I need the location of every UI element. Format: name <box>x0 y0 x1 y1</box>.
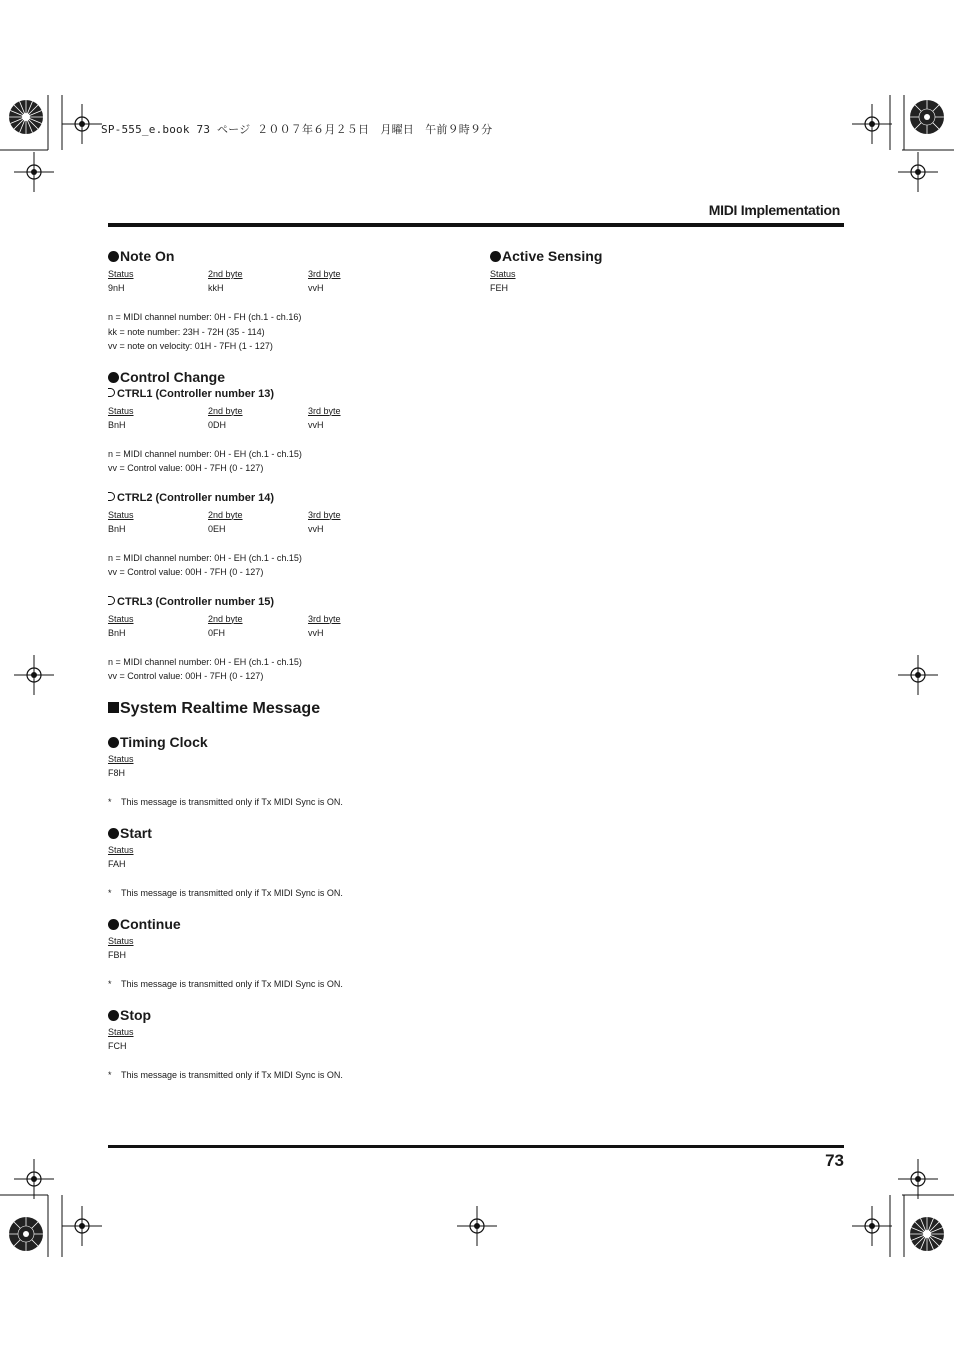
section-heading: Continue <box>108 915 468 933</box>
message-table <box>108 508 468 536</box>
bullet-icon <box>108 828 119 839</box>
table-header: Status <box>108 844 134 855</box>
crosshair-target-icon <box>14 152 54 192</box>
note-on-section <box>108 247 468 354</box>
note-line: n = MIDI channel number: 0H - EH (ch.1 - ch.15) <box>108 552 302 563</box>
footnote: * This message is transmitted only if Tx MIDI Sync is ON. <box>108 978 343 989</box>
table-header: 3rd byte <box>308 405 341 416</box>
subsection-heading: CTRL2 (Controller number 14) <box>108 491 468 505</box>
running-head: MIDI Implementation <box>708 202 840 218</box>
timing-clock-subsection <box>108 733 468 809</box>
table-row <box>108 626 468 640</box>
crosshair-target-icon <box>14 655 54 695</box>
table-cell: vvH <box>308 627 324 638</box>
footnote-mark: * <box>108 1069 112 1080</box>
footnote: * This message is transmitted only if Tx MIDI Sync is ON. <box>108 887 343 898</box>
table-cell: kkH <box>208 283 224 293</box>
crosshair-target-icon <box>852 104 892 144</box>
continue-subsection <box>108 915 468 991</box>
control-change-section <box>108 368 468 684</box>
note-line: vv = Control value: 00H - 7FH (0 - 127) <box>108 671 264 681</box>
bullet-icon <box>108 251 119 262</box>
bullet-icon <box>108 737 119 748</box>
section-heading: Control Change <box>108 368 468 386</box>
crosshair-target-icon <box>898 152 938 192</box>
active-sensing-section <box>490 247 850 295</box>
table-header-row <box>108 612 468 626</box>
bullet-icon <box>108 1010 119 1021</box>
page-number: 73 <box>825 1151 844 1170</box>
table-row <box>108 522 468 536</box>
table-cell: 9nH <box>108 283 125 293</box>
footnote-mark: * <box>108 796 112 807</box>
table-header-row <box>108 404 468 418</box>
crosshair-target-icon <box>62 1206 102 1246</box>
table-cell: vvH <box>308 523 324 534</box>
square-bullet-icon <box>108 702 119 713</box>
table-cell: FEH <box>490 283 508 293</box>
registration-wheel-icon <box>8 99 44 135</box>
table-header: Status <box>108 269 134 279</box>
table-header: Status <box>108 509 134 520</box>
message-table <box>108 612 468 640</box>
table-cell: 0EH <box>208 523 226 534</box>
table-cell: FCH <box>108 1040 127 1051</box>
table-cell: BnH <box>108 523 126 534</box>
bullet-icon <box>490 251 501 262</box>
open-bullet-icon <box>108 388 115 397</box>
table-header: Status <box>108 753 134 764</box>
footnote-mark: * <box>108 978 112 989</box>
note-line: kk = note number: 23H - 72H (35 - 114) <box>108 326 265 337</box>
section-heading: Note On <box>108 247 468 265</box>
table-header: 3rd byte <box>308 269 341 279</box>
table-header: 2nd byte <box>208 405 243 416</box>
start-subsection <box>108 824 468 900</box>
registration-wheel-icon <box>909 99 945 135</box>
table-header: 2nd byte <box>208 269 243 279</box>
footnote-mark: * <box>108 887 112 898</box>
table-header: 3rd byte <box>308 613 341 624</box>
system-realtime-section <box>108 699 468 1082</box>
table-header: Status <box>108 613 134 624</box>
message-table <box>108 843 468 871</box>
open-bullet-icon <box>108 492 115 501</box>
table-cell: F8H <box>108 767 126 778</box>
section-heading: Start <box>108 824 468 842</box>
table-header-row <box>108 508 468 522</box>
note-line: n = MIDI channel number: 0H - FH (ch.1 - ch.16) <box>108 312 302 322</box>
left-column <box>108 247 468 1082</box>
registration-wheel-icon <box>909 1216 945 1252</box>
table-cell: 0DH <box>208 419 227 430</box>
stop-subsection <box>108 1006 468 1082</box>
note-line: n = MIDI channel number: 0H - EH (ch.1 - ch.15) <box>108 448 302 459</box>
table-cell: vvH <box>308 419 324 430</box>
ctrl1-subsection <box>108 387 468 476</box>
message-table <box>490 267 850 295</box>
message-table <box>108 404 468 432</box>
right-column <box>490 247 850 295</box>
subsection-heading: CTRL1 (Controller number 13) <box>108 387 468 401</box>
table-cell: FAH <box>108 858 126 869</box>
crosshair-target-icon <box>898 1159 938 1199</box>
note-line: vv = note on velocity: 01H - 7FH (1 - 127) <box>108 341 273 351</box>
message-table <box>108 267 468 295</box>
bullet-icon <box>108 372 119 383</box>
message-table <box>108 934 468 962</box>
header-rule <box>108 223 844 227</box>
table-cell: vvH <box>308 283 324 293</box>
message-table <box>108 1025 468 1053</box>
crosshair-target-icon <box>457 1206 497 1246</box>
table-header: Status <box>108 1026 134 1037</box>
table-header-row <box>108 267 468 281</box>
note-line: vv = Control value: 00H - 7FH (0 - 127) <box>108 463 264 473</box>
section-heading: Stop <box>108 1006 468 1024</box>
crosshair-target-icon <box>898 655 938 695</box>
crosshair-target-icon <box>852 1206 892 1246</box>
table-cell: FBH <box>108 949 126 960</box>
subsection-heading: CTRL3 (Controller number 15) <box>108 595 468 609</box>
crosshair-target-icon <box>14 1159 54 1199</box>
open-bullet-icon <box>108 596 115 605</box>
major-heading: System Realtime Message <box>108 699 468 719</box>
table-row <box>108 281 468 295</box>
print-header: SP-555_e.book 73 ページ ２００７年６月２５日 月曜日 午前９時９分 <box>101 123 493 136</box>
footer-rule <box>108 1145 844 1148</box>
table-header: Status <box>108 405 134 416</box>
message-table <box>108 752 468 780</box>
ctrl2-subsection <box>108 491 468 580</box>
ctrl3-subsection <box>108 595 468 684</box>
section-heading: Timing Clock <box>108 733 468 751</box>
footnote: * This message is transmitted only if Tx MIDI Sync is ON. <box>108 1069 343 1080</box>
table-cell: 0FH <box>208 627 226 638</box>
note-line: vv = Control value: 00H - 7FH (0 - 127) <box>108 567 264 577</box>
table-header: 3rd byte <box>308 509 341 520</box>
registration-wheel-icon <box>8 1216 44 1252</box>
section-heading: Active Sensing <box>490 247 850 265</box>
table-header: 2nd byte <box>208 509 243 520</box>
table-cell: BnH <box>108 419 126 430</box>
table-header: Status <box>108 935 134 946</box>
bullet-icon <box>108 919 119 930</box>
table-header: Status <box>490 269 516 279</box>
footnote: * This message is transmitted only if Tx MIDI Sync is ON. <box>108 796 343 807</box>
table-cell: BnH <box>108 627 126 638</box>
crosshair-target-icon <box>62 104 102 144</box>
note-line: n = MIDI channel number: 0H - EH (ch.1 - ch.15) <box>108 656 302 667</box>
table-header: 2nd byte <box>208 613 243 624</box>
table-row <box>108 418 468 432</box>
